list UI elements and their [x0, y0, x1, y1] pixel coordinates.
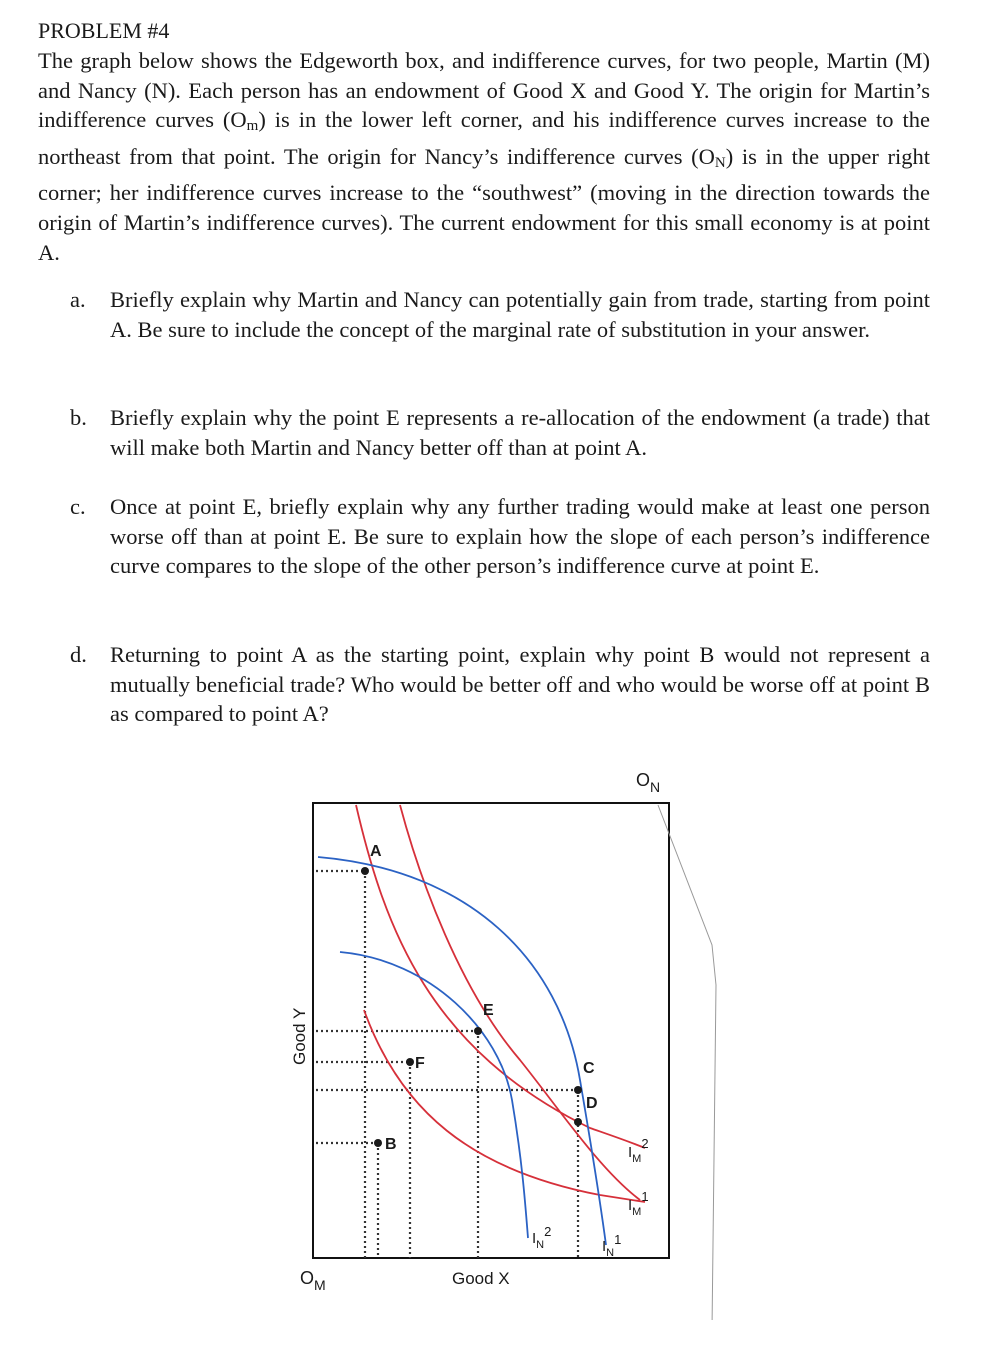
- y-axis-label: Good Y: [290, 1007, 309, 1065]
- point-a-marker: [361, 867, 369, 875]
- point-d-marker: [574, 1118, 582, 1126]
- label-im1: $I_M1$: [628, 1189, 649, 1218]
- question-label: b.: [70, 405, 87, 430]
- point-e-marker: [474, 1027, 482, 1035]
- question-text: Returning to point A as the starting point, explain why point B would not represent a mutually beneficial trade? Who would be better off and who would be worse off at point B as compared to point A?: [110, 642, 930, 727]
- point-e-label: E: [483, 1002, 494, 1019]
- martin-curve-im1: [364, 1010, 645, 1202]
- martin-curve-im2: [356, 805, 645, 1148]
- label-im2: $I_M2$: [628, 1136, 649, 1165]
- label-in1: $I_N1$: [602, 1232, 622, 1259]
- problem-intro: The graph below shows the Edgeworth box, and indifference curves, for two people, Martin (M) and Nancy (N). Each person has an endowment of Good X and Good Y. The origin for Martin’s indifference curves $(O_m)$ is in the lower left corner, and his indifference curves increase to the northeast from that point. The origin for Nancy’s indifference curves $(O_N)$ is in the upper right corner; her indifference curves increase to the “southwest” (moving in the direction towards the origin of Martin’s indifference curves). The current endowment for this small economy is at point A.: [38, 48, 930, 265]
- dotted-guides: [316, 871, 578, 1258]
- question-text: Briefly explain why the point E represents a re-allocation of the endowment (a trade) that will make both Martin and Nancy better off than at point A.: [110, 405, 930, 460]
- point-b-label: B: [385, 1136, 397, 1153]
- question-label: d.: [70, 642, 87, 667]
- problem-heading: PROBLEM #4: [38, 18, 170, 43]
- page-edge-line: [658, 805, 716, 1320]
- point-d-label: D: [586, 1095, 598, 1112]
- nancy-curve-in2: [340, 952, 528, 1238]
- point-c-label: C: [583, 1060, 595, 1077]
- question-text: Briefly explain why Martin and Nancy can potentially gain from trade, starting from point A. Be sure to include the concept of the marginal rate of substitution in your answer.: [110, 287, 930, 342]
- point-c-marker: [574, 1086, 582, 1094]
- edgeworth-box-figure: [280, 760, 740, 1320]
- question-label: a.: [70, 287, 86, 312]
- origin-martin: $O_M$: [300, 1268, 326, 1293]
- origin-nancy: $O_N$: [636, 770, 661, 795]
- x-axis-label: Good X: [452, 1269, 510, 1288]
- point-a-label: A: [370, 843, 382, 860]
- label-in2: $I_N2$: [532, 1224, 552, 1251]
- point-f-marker: [406, 1058, 414, 1066]
- question-text: Once at point E, briefly explain why any further trading would make at least one person worse off than at point E. Be sure to explain how the slope of each person’s indifference curve compares to the slope of the other person’s indifference curve at point E.: [110, 494, 930, 579]
- question-label: c.: [70, 494, 86, 519]
- point-f-label: F: [415, 1055, 425, 1072]
- point-b-marker: [374, 1139, 382, 1147]
